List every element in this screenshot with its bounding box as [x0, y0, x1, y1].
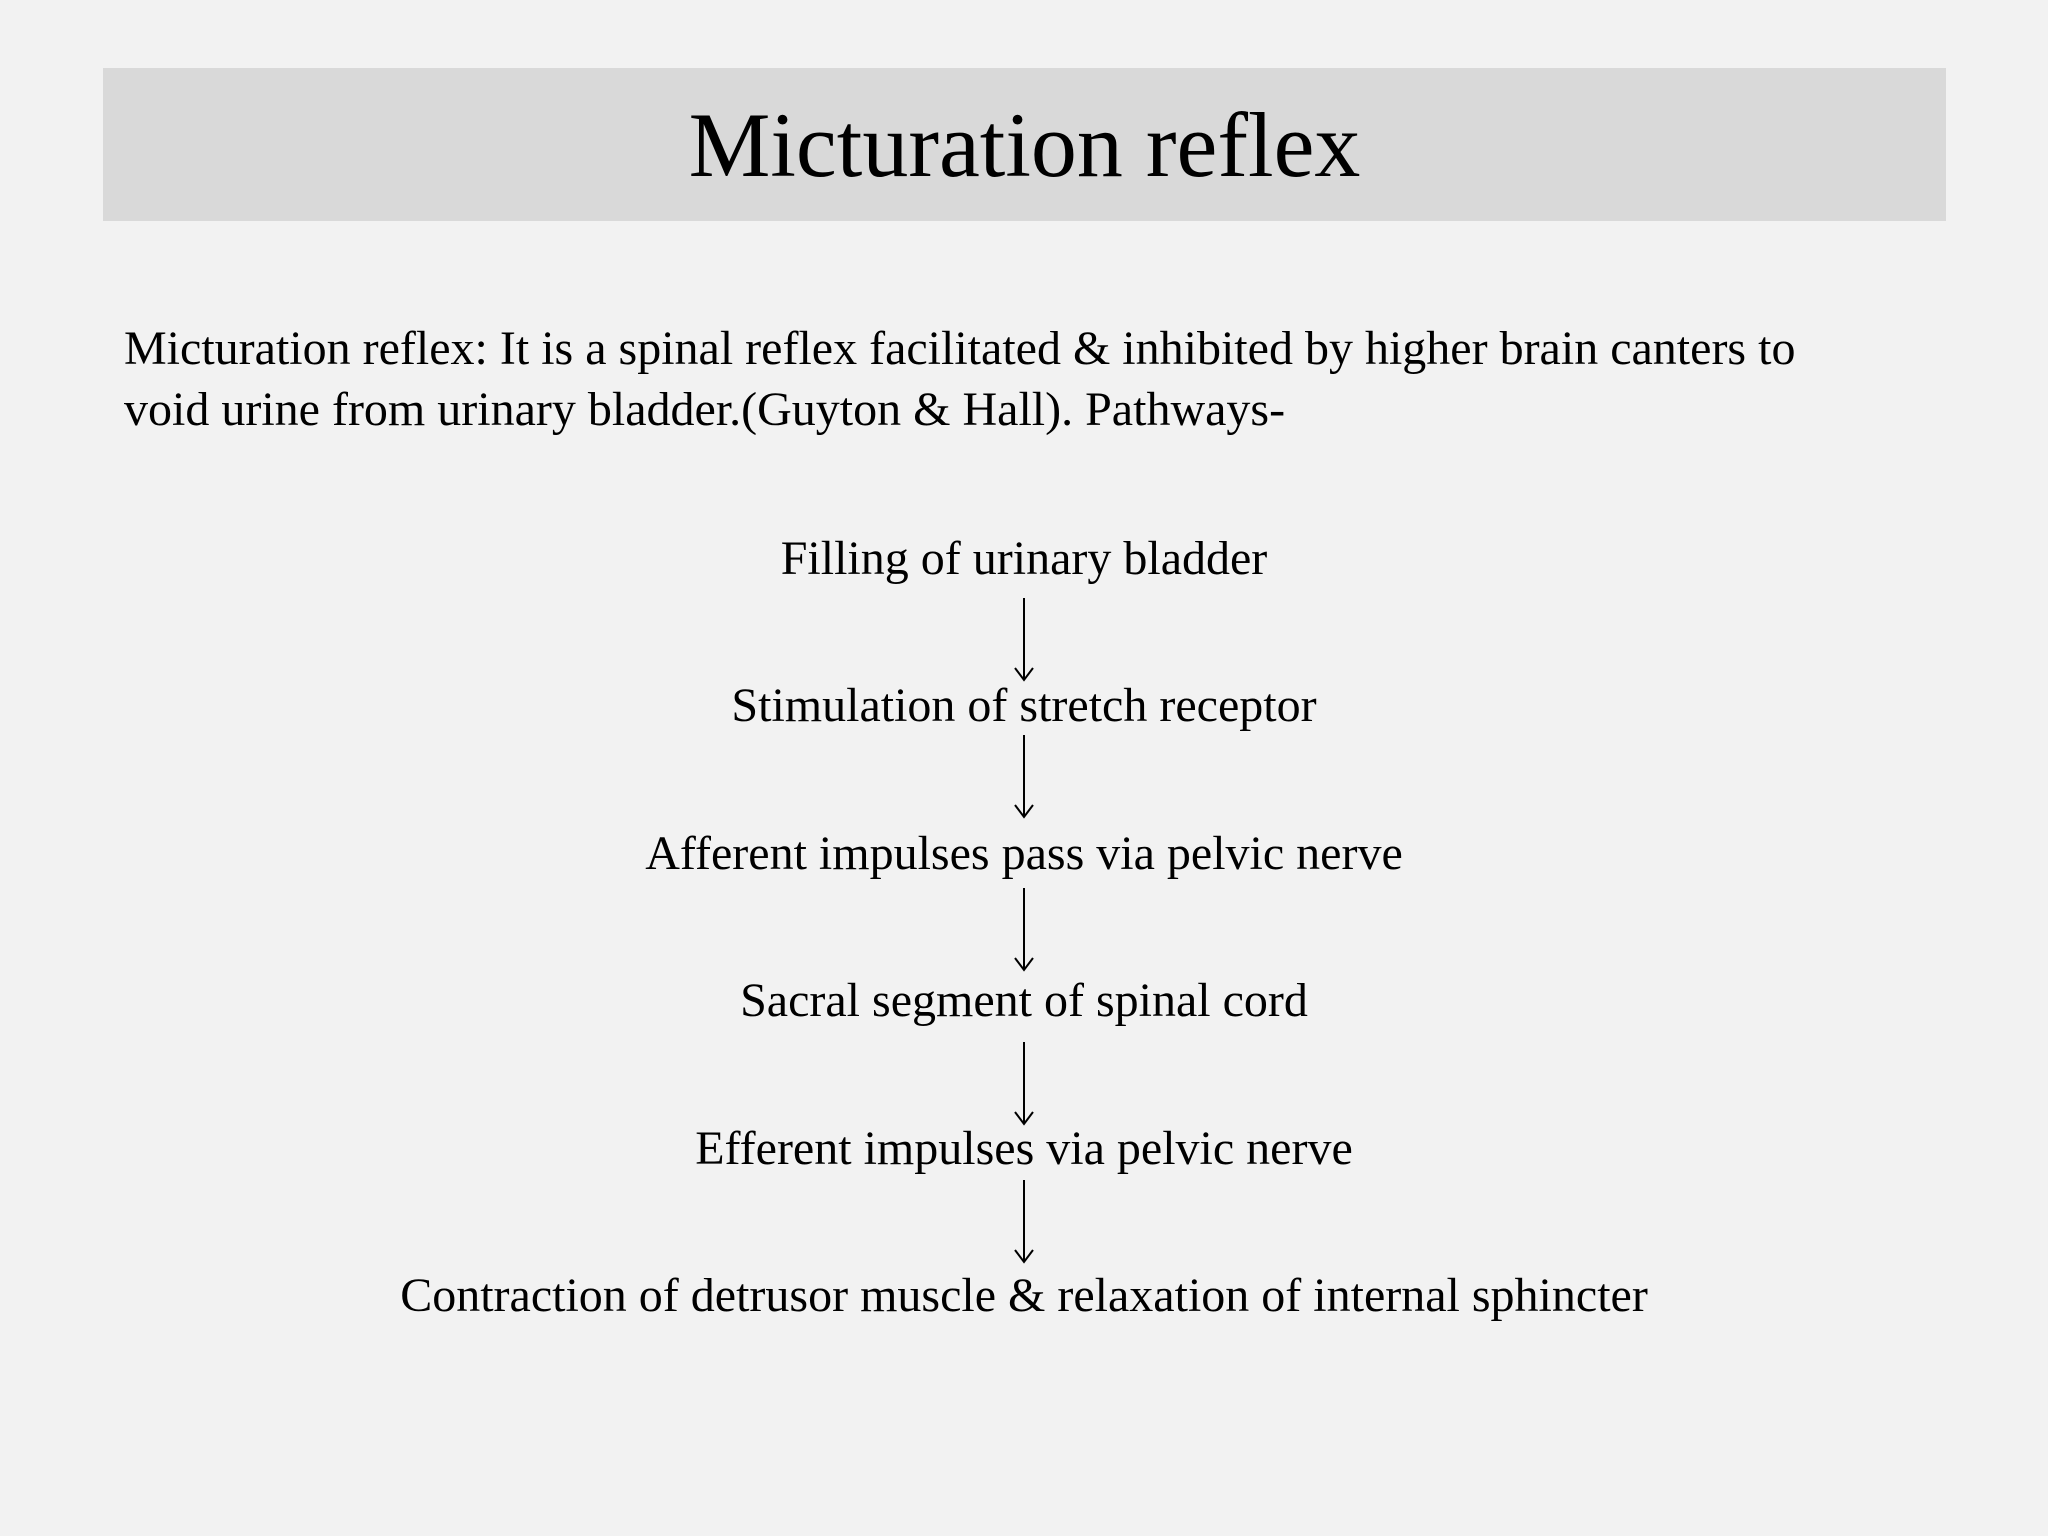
flow-step-stretch-receptor: Stimulation of stretch receptor: [731, 679, 1317, 732]
arrow-down-icon: [1014, 1042, 1034, 1126]
arrow-down-icon: [1014, 1180, 1034, 1264]
arrow-down-icon: [1014, 735, 1034, 819]
arrow-down-icon: [1014, 598, 1034, 682]
flow-step-sacral-segment: Sacral segment of spinal cord: [740, 974, 1308, 1027]
arrow-down-icon: [1014, 888, 1034, 972]
intro-line-2: void urine from urinary bladder.(Guyton & Hall). Pathways-: [124, 383, 1286, 436]
intro-line-1: Micturation reflex: It is a spinal reflex facilitated & inhibited by higher brain canters to: [124, 322, 1796, 375]
flow-step-afferent: Afferent impulses pass via pelvic nerve: [645, 827, 1403, 880]
flow-step-filling: Filling of urinary bladder: [780, 532, 1268, 585]
flow-step-efferent: Efferent impulses via pelvic nerve: [695, 1122, 1353, 1175]
slide-title: Micturation reflex: [688, 93, 1361, 196]
flow-step-contraction: Contraction of detrusor muscle & relaxation of internal sphincter: [400, 1269, 1648, 1322]
